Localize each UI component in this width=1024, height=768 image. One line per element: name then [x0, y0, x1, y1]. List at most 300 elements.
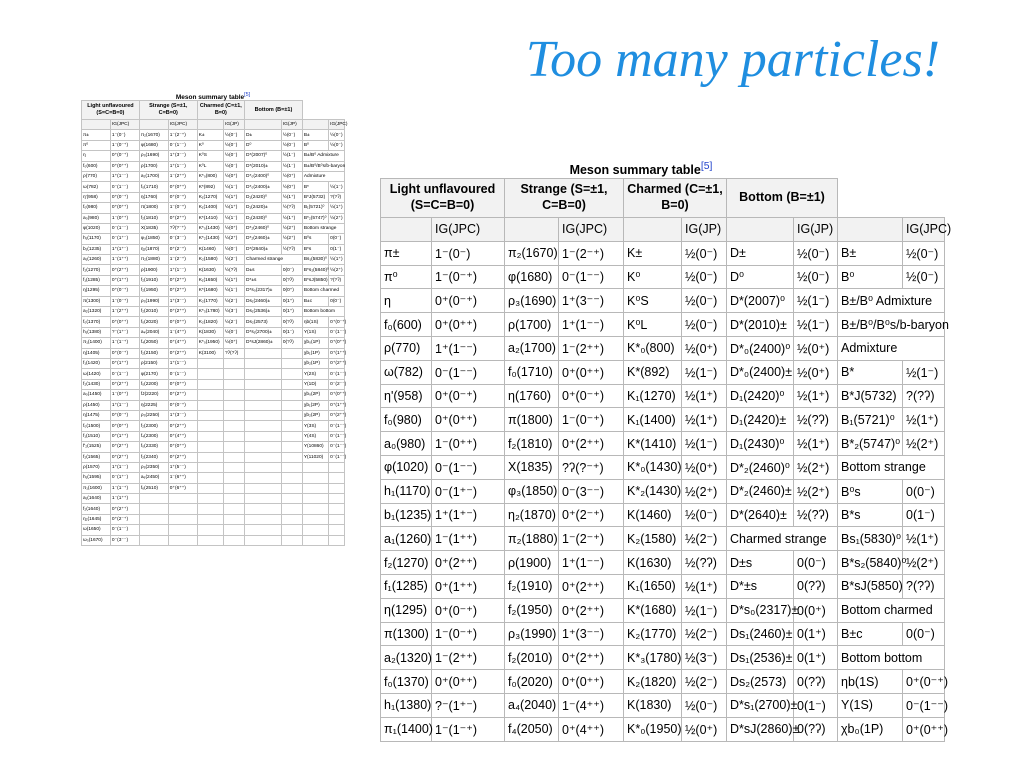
large-table-cell: D₁(2430)⁰ [727, 432, 794, 456]
small-table-row [82, 161, 345, 171]
small-table-cell [223, 431, 244, 441]
large-table-row [381, 574, 945, 598]
small-table-cell: π⁰ [82, 140, 111, 150]
small-table-row [82, 514, 345, 524]
small-table-row [82, 338, 345, 348]
small-table-cell [302, 525, 328, 535]
small-table-cell: 1⁻(4⁺⁺) [168, 327, 197, 337]
small-table-cell: K(1460) [197, 244, 223, 254]
large-subheader-cell [624, 218, 682, 242]
large-table-cell: f₀(980) [381, 408, 432, 432]
large-table-cell: K⁰S [624, 289, 682, 313]
small-table-cell: ½(1⁻) [281, 161, 302, 171]
small-table-cell: ½(2⁺) [281, 223, 302, 233]
large-table-cell: a₂(1320) [381, 646, 432, 670]
small-table-cell: D*sJ(2860)± [245, 338, 282, 348]
large-table-row [381, 289, 945, 313]
small-table-cell: f₄(2300) [139, 431, 168, 441]
large-table-cell: 0(1⁺) [794, 622, 838, 646]
small-table-cell: K*(1410) [197, 213, 223, 223]
large-table-cell: 0⁻(3⁻⁻) [559, 479, 624, 503]
small-group-header: Light unflavoured (S=C=B=0) [82, 101, 140, 120]
large-table-cell: K⁰ [624, 265, 682, 289]
small-table-cell: f₀(2330) [139, 442, 168, 452]
large-table-cell: 1⁻(1⁺⁺) [432, 527, 505, 551]
small-table-cell: K⁰ [197, 140, 223, 150]
small-table-cell: ½(0⁻) [223, 244, 244, 254]
small-table-cell: Υ(4S) [302, 431, 328, 441]
large-table-cell: ½(0⁺) [682, 336, 727, 360]
small-table-cell: ½(1⁺) [329, 203, 345, 213]
small-table-cell [223, 410, 244, 420]
large-table-cell: 0(?ʔ) [794, 670, 838, 694]
large-table-cell: B⁰ [838, 265, 903, 289]
large-table-cell: D*(2007)⁰ [727, 289, 794, 313]
large-table-cell: K(1830) [624, 693, 682, 717]
small-table-cell [223, 400, 244, 410]
small-table-cell [197, 535, 223, 545]
small-table-cell: ½(1⁻) [223, 286, 244, 296]
small-table-cell [245, 504, 282, 514]
large-subheader-cell [727, 218, 794, 242]
small-table-cell [197, 525, 223, 535]
small-table-cell [302, 535, 328, 545]
small-table-row [82, 379, 345, 389]
large-table-cell: ρ(1700) [505, 313, 559, 337]
small-table-cell: 1⁺(1⁻⁻) [168, 358, 197, 368]
small-table-cell: a₂(1700) [139, 171, 168, 181]
small-table-cell: ½(0⁻) [223, 151, 244, 161]
large-table-row [381, 527, 945, 551]
large-table-cell: 0⁻(1⁻⁻) [432, 455, 505, 479]
small-table-cell [329, 494, 345, 504]
small-table-cell: 0⁻(1⁻⁻) [168, 369, 197, 379]
large-table-cell: Ds₁(2536)± [727, 646, 794, 670]
large-table-cell: 1⁻(2⁻⁺) [559, 241, 624, 265]
large-table-cell: a₄(2040) [505, 693, 559, 717]
large-subheader-cell: IG(JP) [682, 218, 727, 242]
large-table-cell: K₂(1580) [624, 527, 682, 551]
small-table-cell [245, 358, 282, 368]
small-table-cell: Admixture [302, 171, 344, 181]
small-table-cell: a₄(2040) [139, 327, 168, 337]
small-table-cell: f₄(2050) [139, 338, 168, 348]
small-table-cell: ½(2⁻) [223, 317, 244, 327]
large-table-row [381, 503, 945, 527]
small-table-cell [245, 494, 282, 504]
small-table-cell: 0⁺(2⁺⁺) [168, 421, 197, 431]
large-table-cell: 0⁺(2⁺⁺) [559, 574, 624, 598]
small-table-cell: 0⁺(2⁺⁺) [110, 265, 139, 275]
small-table-cell: ½(1⁺) [281, 213, 302, 223]
small-table-cell: 0⁺(1⁺⁺) [110, 431, 139, 441]
small-table-cell [197, 494, 223, 504]
small-table-row [82, 244, 345, 254]
large-table-cell: 1⁻(0⁻) [432, 241, 505, 265]
small-table-cell: ½(0⁻) [281, 130, 302, 140]
small-table-cell: X(1835) [139, 223, 168, 233]
small-table-cell: ½(0⁺) [281, 171, 302, 181]
large-table-cell: 0⁺(0⁻⁺) [432, 598, 505, 622]
small-subheader-cell [82, 120, 111, 130]
large-table-cell: K*₂(1430) [624, 479, 682, 503]
large-table-cell: D*s₁(2700)± [727, 693, 794, 717]
large-table-cell: π(1800) [505, 408, 559, 432]
small-table-cell: D*s₁(2700)± [245, 327, 282, 337]
large-table-cell: ½(0⁻) [794, 265, 838, 289]
large-table-cell: f₂(2010) [505, 646, 559, 670]
large-table-cell: ½(1⁻) [794, 289, 838, 313]
small-table-cell: B* [302, 182, 328, 192]
large-table-cell: 1⁺(1⁻⁻) [559, 313, 624, 337]
large-table-cell: 0(?ʔ) [794, 574, 838, 598]
small-table-cell: B*sJ(5850) [302, 275, 328, 285]
small-table-cell: f₁(1510) [82, 431, 111, 441]
small-table-cell: Υ(10860) [302, 442, 328, 452]
small-table-cell [245, 400, 282, 410]
small-table-cell: 0⁺(2⁺⁺) [110, 504, 139, 514]
small-table-cell: ρ(1570) [82, 462, 111, 472]
large-table-cell: 1⁻(2⁺⁺) [559, 336, 624, 360]
large-table-cell: ½(0⁻) [682, 241, 727, 265]
large-table-cell: D*₀(2400)± [727, 360, 794, 384]
small-table-cell [139, 494, 168, 504]
small-table-cell: η'(958) [82, 192, 111, 202]
large-table-row [381, 432, 945, 456]
small-table-cell: 0⁺(2⁺⁺) [168, 275, 197, 285]
small-table-cell [245, 535, 282, 545]
small-table-row [82, 358, 345, 368]
small-table-cell: f₀(1710) [139, 182, 168, 192]
large-table-cell: B*J(5732) [838, 384, 903, 408]
small-table-cell: ?⁻(1⁺⁻) [110, 327, 139, 337]
small-table-cell: ½(0⁻) [223, 130, 244, 140]
small-table-cell: K*₀(1950) [197, 338, 223, 348]
small-table-cell: ½(2⁺) [223, 234, 244, 244]
meson-summary-table-small [81, 90, 348, 724]
large-table-cell: Bottom strange [838, 455, 945, 479]
large-table-cell: ½(2⁻) [682, 670, 727, 694]
small-table-cell: f₁(1285) [82, 275, 111, 285]
large-table-cell: η [381, 289, 432, 313]
small-table-cell: π₁(1600) [82, 483, 111, 493]
small-table-cell: 0⁺(0⁺⁺) [168, 442, 197, 452]
large-table-cell: ½(0⁻) [682, 289, 727, 313]
small-table-cell: π₂(1670) [139, 130, 168, 140]
large-table-cell: D±s [727, 551, 794, 575]
small-table-cell: f₂(1565) [82, 452, 111, 462]
large-table-cell: 0⁺(0⁺⁺) [432, 670, 505, 694]
small-table-row [82, 182, 345, 192]
large-table-row [381, 717, 945, 741]
large-table-cell: 1⁻(0⁻⁺) [432, 265, 505, 289]
small-table-cell: φ(2170) [139, 369, 168, 379]
large-table-cell: f₁(1285) [381, 574, 432, 598]
small-table-cell: φ(1020) [82, 223, 111, 233]
small-table-cell: η₂(1645) [82, 514, 111, 524]
small-table-cell: ω₃(1670) [82, 535, 111, 545]
slide-title: Too many particles! [525, 31, 940, 88]
small-table-cell: D₁(2420)⁰ [245, 192, 282, 202]
small-table-cell: 1⁺(3⁻⁻) [168, 151, 197, 161]
large-table-caption: Meson summary table[5] [569, 161, 713, 178]
large-table-cell: 0⁺(0⁻⁺) [432, 384, 505, 408]
large-table-row [381, 241, 945, 265]
small-table-cell: D*₂(2460)± [245, 234, 282, 244]
small-table-cell [245, 421, 282, 431]
small-table-cell [281, 410, 302, 420]
small-table-cell: ½(1⁺) [223, 203, 244, 213]
small-table-cell: f₀(600) [82, 161, 111, 171]
small-table-cell [302, 473, 328, 483]
small-subheader-cell [302, 120, 328, 130]
small-table-cell: Charmed strange [245, 255, 303, 265]
large-table-cell: B₁(5721)⁰ [838, 408, 903, 432]
large-table-cell: K(1460) [624, 503, 682, 527]
small-table-cell: 1⁺(1⁻⁻) [110, 171, 139, 181]
large-table-cell: 0(1⁻) [903, 503, 945, 527]
large-subheader-cell: IG(JPC) [903, 218, 945, 242]
large-table-cell: B*s [838, 503, 903, 527]
small-table-row [82, 140, 345, 150]
small-table-row [82, 431, 345, 441]
large-table-row [381, 646, 945, 670]
small-table-cell: π(1300) [82, 296, 111, 306]
small-table-cell: f₂(1640) [82, 504, 111, 514]
large-table-cell: D*sJ(2860)± [727, 717, 794, 741]
small-table-cell: 0⁺(0⁺⁺) [329, 338, 345, 348]
large-table-cell: Admixture [838, 336, 945, 360]
small-table-cell [281, 379, 302, 389]
large-table-cell: ?(?ʔ) [903, 384, 945, 408]
large-table-cell: B±/B⁰ Admixture [838, 289, 945, 313]
large-table-cell: K± [624, 241, 682, 265]
large-table-cell: ½(0⁺) [794, 336, 838, 360]
small-table-row [82, 265, 345, 275]
small-table-cell: ω(782) [82, 182, 111, 192]
small-table-cell: f₂(1910) [139, 275, 168, 285]
small-table-cell [281, 535, 302, 545]
large-table-cell: h₁(1170) [381, 479, 432, 503]
large-table-cell: ½(1⁻) [682, 360, 727, 384]
large-table-cell: ρ(770) [381, 336, 432, 360]
small-table-cell: 0⁺(4⁺⁺) [168, 338, 197, 348]
small-table-cell [245, 431, 282, 441]
large-table-cell: D*s₀(2317)± [727, 598, 794, 622]
large-table-cell: 0⁺(0⁻⁺) [432, 289, 505, 313]
small-table-cell: f₂(1950) [139, 286, 168, 296]
large-table-cell: Bs₁(5830)⁰ [838, 527, 903, 551]
small-table-cell: 0⁺(2⁺⁺) [110, 442, 139, 452]
small-table-cell: ½(0⁺) [223, 338, 244, 348]
large-table-cell: K*(1410) [624, 432, 682, 456]
small-table-cell [245, 348, 282, 358]
large-table-cell: ½(2⁺) [794, 479, 838, 503]
large-table-row [381, 455, 945, 479]
small-table-cell [329, 514, 345, 524]
small-table-cell: Υ(2S) [302, 369, 328, 379]
small-table-cell [281, 442, 302, 452]
large-table-cell: ½(1⁺) [682, 384, 727, 408]
small-table-cell: B±/B⁰/B⁰s/b-baryon [302, 161, 344, 171]
large-table [380, 178, 952, 742]
small-table-cell: 0(?ʔ) [281, 275, 302, 285]
small-table-cell: K(1630) [197, 265, 223, 275]
small-table-cell [281, 504, 302, 514]
small-table-row [82, 151, 345, 161]
small-table-row [82, 317, 345, 327]
small-table-cell: χb₁(1P) [302, 348, 328, 358]
small-table-cell: 1⁻(0⁻⁺) [168, 203, 197, 213]
small-table-cell: K*₀(800) [197, 171, 223, 181]
large-table-cell: D*₂(2460)⁰ [727, 455, 794, 479]
small-table-cell [245, 369, 282, 379]
large-subheader-cell: IG(JP) [794, 218, 838, 242]
large-table-cell: ½(0⁻) [682, 265, 727, 289]
large-table-cell: 1⁻(0⁻⁺) [559, 408, 624, 432]
small-table-cell: f₂(2340) [139, 452, 168, 462]
small-table-cell: D*s₀(2317)± [245, 286, 282, 296]
small-table-cell: K₁(1650) [197, 275, 223, 285]
small-table-cell [329, 535, 345, 545]
large-table-cell: 0⁻(1⁻⁻) [903, 693, 945, 717]
small-table-cell: 0⁺(4⁺⁺) [168, 431, 197, 441]
large-table-cell: a₂(1700) [505, 336, 559, 360]
small-table-cell [245, 452, 282, 462]
large-table-cell: f₀(2020) [505, 670, 559, 694]
small-table-cell: 0⁺(0⁺⁺) [329, 390, 345, 400]
small-table-cell: η(1475) [82, 410, 111, 420]
small-table-row [82, 275, 345, 285]
small-table-cell: K⁰S [197, 151, 223, 161]
small-table-cell [197, 358, 223, 368]
small-table-cell: 0⁺(0⁺⁺) [110, 317, 139, 327]
small-table-cell [329, 504, 345, 514]
large-table-cell: ½(1⁻) [682, 432, 727, 456]
small-table-cell: 0⁺(2⁺⁺) [110, 379, 139, 389]
small-table-cell: a₀(1450) [82, 390, 111, 400]
small-table-cell: Bottom charmed [302, 286, 344, 296]
large-group-header: Light unflavoured (S=C=B=0) [381, 179, 505, 218]
small-table-cell: f₆(2510) [139, 483, 168, 493]
small-table-cell: 0(0⁻) [281, 265, 302, 275]
large-table-cell: ½(2⁻) [682, 527, 727, 551]
small-table-cell [223, 421, 244, 431]
small-table-cell: φ₃(1850) [139, 234, 168, 244]
small-table-row [82, 223, 345, 233]
small-table-cell: D₁(2430)⁰ [245, 213, 282, 223]
small-table-cell: 0⁺(2⁺⁺) [168, 286, 197, 296]
small-table-cell [197, 400, 223, 410]
small-table-cell: a₆(2450) [139, 473, 168, 483]
small-table-cell: B*₂(5747)⁰ [302, 213, 328, 223]
small-table-cell: 0⁻(1⁻⁻) [110, 525, 139, 535]
small-table-cell: ½(?ʔ) [281, 244, 302, 254]
small-table-cell [329, 483, 345, 493]
small-table-cell: 1⁻(1⁺⁺) [110, 255, 139, 265]
large-table-cell: K₂(1770) [624, 622, 682, 646]
large-table-cell: D*(2010)± [727, 313, 794, 337]
small-table-cell: ?(?ʔ) [329, 192, 345, 202]
large-table-cell: h₁(1380) [381, 693, 432, 717]
small-table-cell: ½(0⁻) [329, 140, 345, 150]
small-table-cell: ½(1⁻) [329, 182, 345, 192]
large-table-row [381, 313, 945, 337]
large-table-cell: χb₀(1P) [838, 717, 903, 741]
small-table-cell: ½(0⁺) [223, 223, 244, 233]
large-table-cell: D*₂(2460)± [727, 479, 794, 503]
small-table-cell: f₀(980) [82, 203, 111, 213]
small-table-cell: 1⁺(3⁻⁻) [168, 410, 197, 420]
small-table-cell: 0(?ʔ) [281, 338, 302, 348]
small-table-cell: K₂(1820) [197, 317, 223, 327]
small-table-cell [281, 358, 302, 368]
small-table-cell: 1⁻(0⁻) [110, 130, 139, 140]
small-table-row [82, 442, 345, 452]
small-table-cell: f₀(2200) [139, 379, 168, 389]
small-table-cell: B±/B⁰ Admixture [302, 151, 344, 161]
small-subheader-cell [197, 120, 223, 130]
small-table-cell: D± [245, 130, 282, 140]
small-table-cell: 0(1⁻) [329, 244, 345, 254]
small-table-cell: η₂(1870) [139, 244, 168, 254]
large-table-cell: 0(0⁺) [794, 598, 838, 622]
small-table-row [82, 130, 345, 140]
small-table-cell [245, 462, 282, 472]
small-table-cell: B⁰ [302, 140, 328, 150]
large-table-cell: B* [838, 360, 903, 384]
small-table-cell: ½(0⁺) [223, 171, 244, 181]
small-table-cell: ρ(1450) [82, 400, 111, 410]
small-table-cell [281, 452, 302, 462]
large-table-cell: f₀(1710) [505, 360, 559, 384]
small-table-row [82, 369, 345, 379]
large-table-cell: ½(0⁺) [682, 455, 727, 479]
small-table-row [82, 307, 345, 317]
large-table-cell: B± [838, 241, 903, 265]
small-table-cell: ρ(1700) [139, 161, 168, 171]
small-table-cell: 0⁺(2⁺⁺) [168, 452, 197, 462]
small-table-cell: ½(0⁻) [223, 327, 244, 337]
meson-summary-table-large [380, 156, 952, 768]
small-table-cell: D*₀(2400)⁰ [245, 171, 282, 181]
small-table-cell: K⁰L [197, 161, 223, 171]
small-table-cell: f'₂(1525) [82, 442, 111, 452]
small-table-cell: K*(1680) [197, 286, 223, 296]
small-table-cell [245, 390, 282, 400]
small-table-cell [223, 358, 244, 368]
small-table-cell [139, 535, 168, 545]
small-subheader-cell: IG(JP) [223, 120, 244, 130]
large-table-cell: 1⁺(3⁻⁻) [559, 622, 624, 646]
small-table-cell [168, 535, 197, 545]
small-table-cell: ½(3⁻) [223, 307, 244, 317]
small-table-row [82, 452, 345, 462]
small-table-cell: 1⁺(5⁻⁻) [168, 462, 197, 472]
large-table-cell: 0(1⁺) [794, 646, 838, 670]
large-table-cell: η₂(1870) [505, 503, 559, 527]
large-table-cell: 0⁻(1⁺⁻) [432, 479, 505, 503]
small-table-cell: ½(1⁻) [223, 182, 244, 192]
small-table-cell: K*₃(1780) [197, 307, 223, 317]
small-table-row [82, 327, 345, 337]
small-table-cell [223, 504, 244, 514]
large-table-cell: D⁰ [727, 265, 794, 289]
large-table-cell: ½(1⁺) [794, 384, 838, 408]
small-table-cell: a₁(1260) [82, 255, 111, 265]
small-table-cell: ½(1⁺) [281, 192, 302, 202]
large-table-cell: ½(0⁻) [903, 241, 945, 265]
